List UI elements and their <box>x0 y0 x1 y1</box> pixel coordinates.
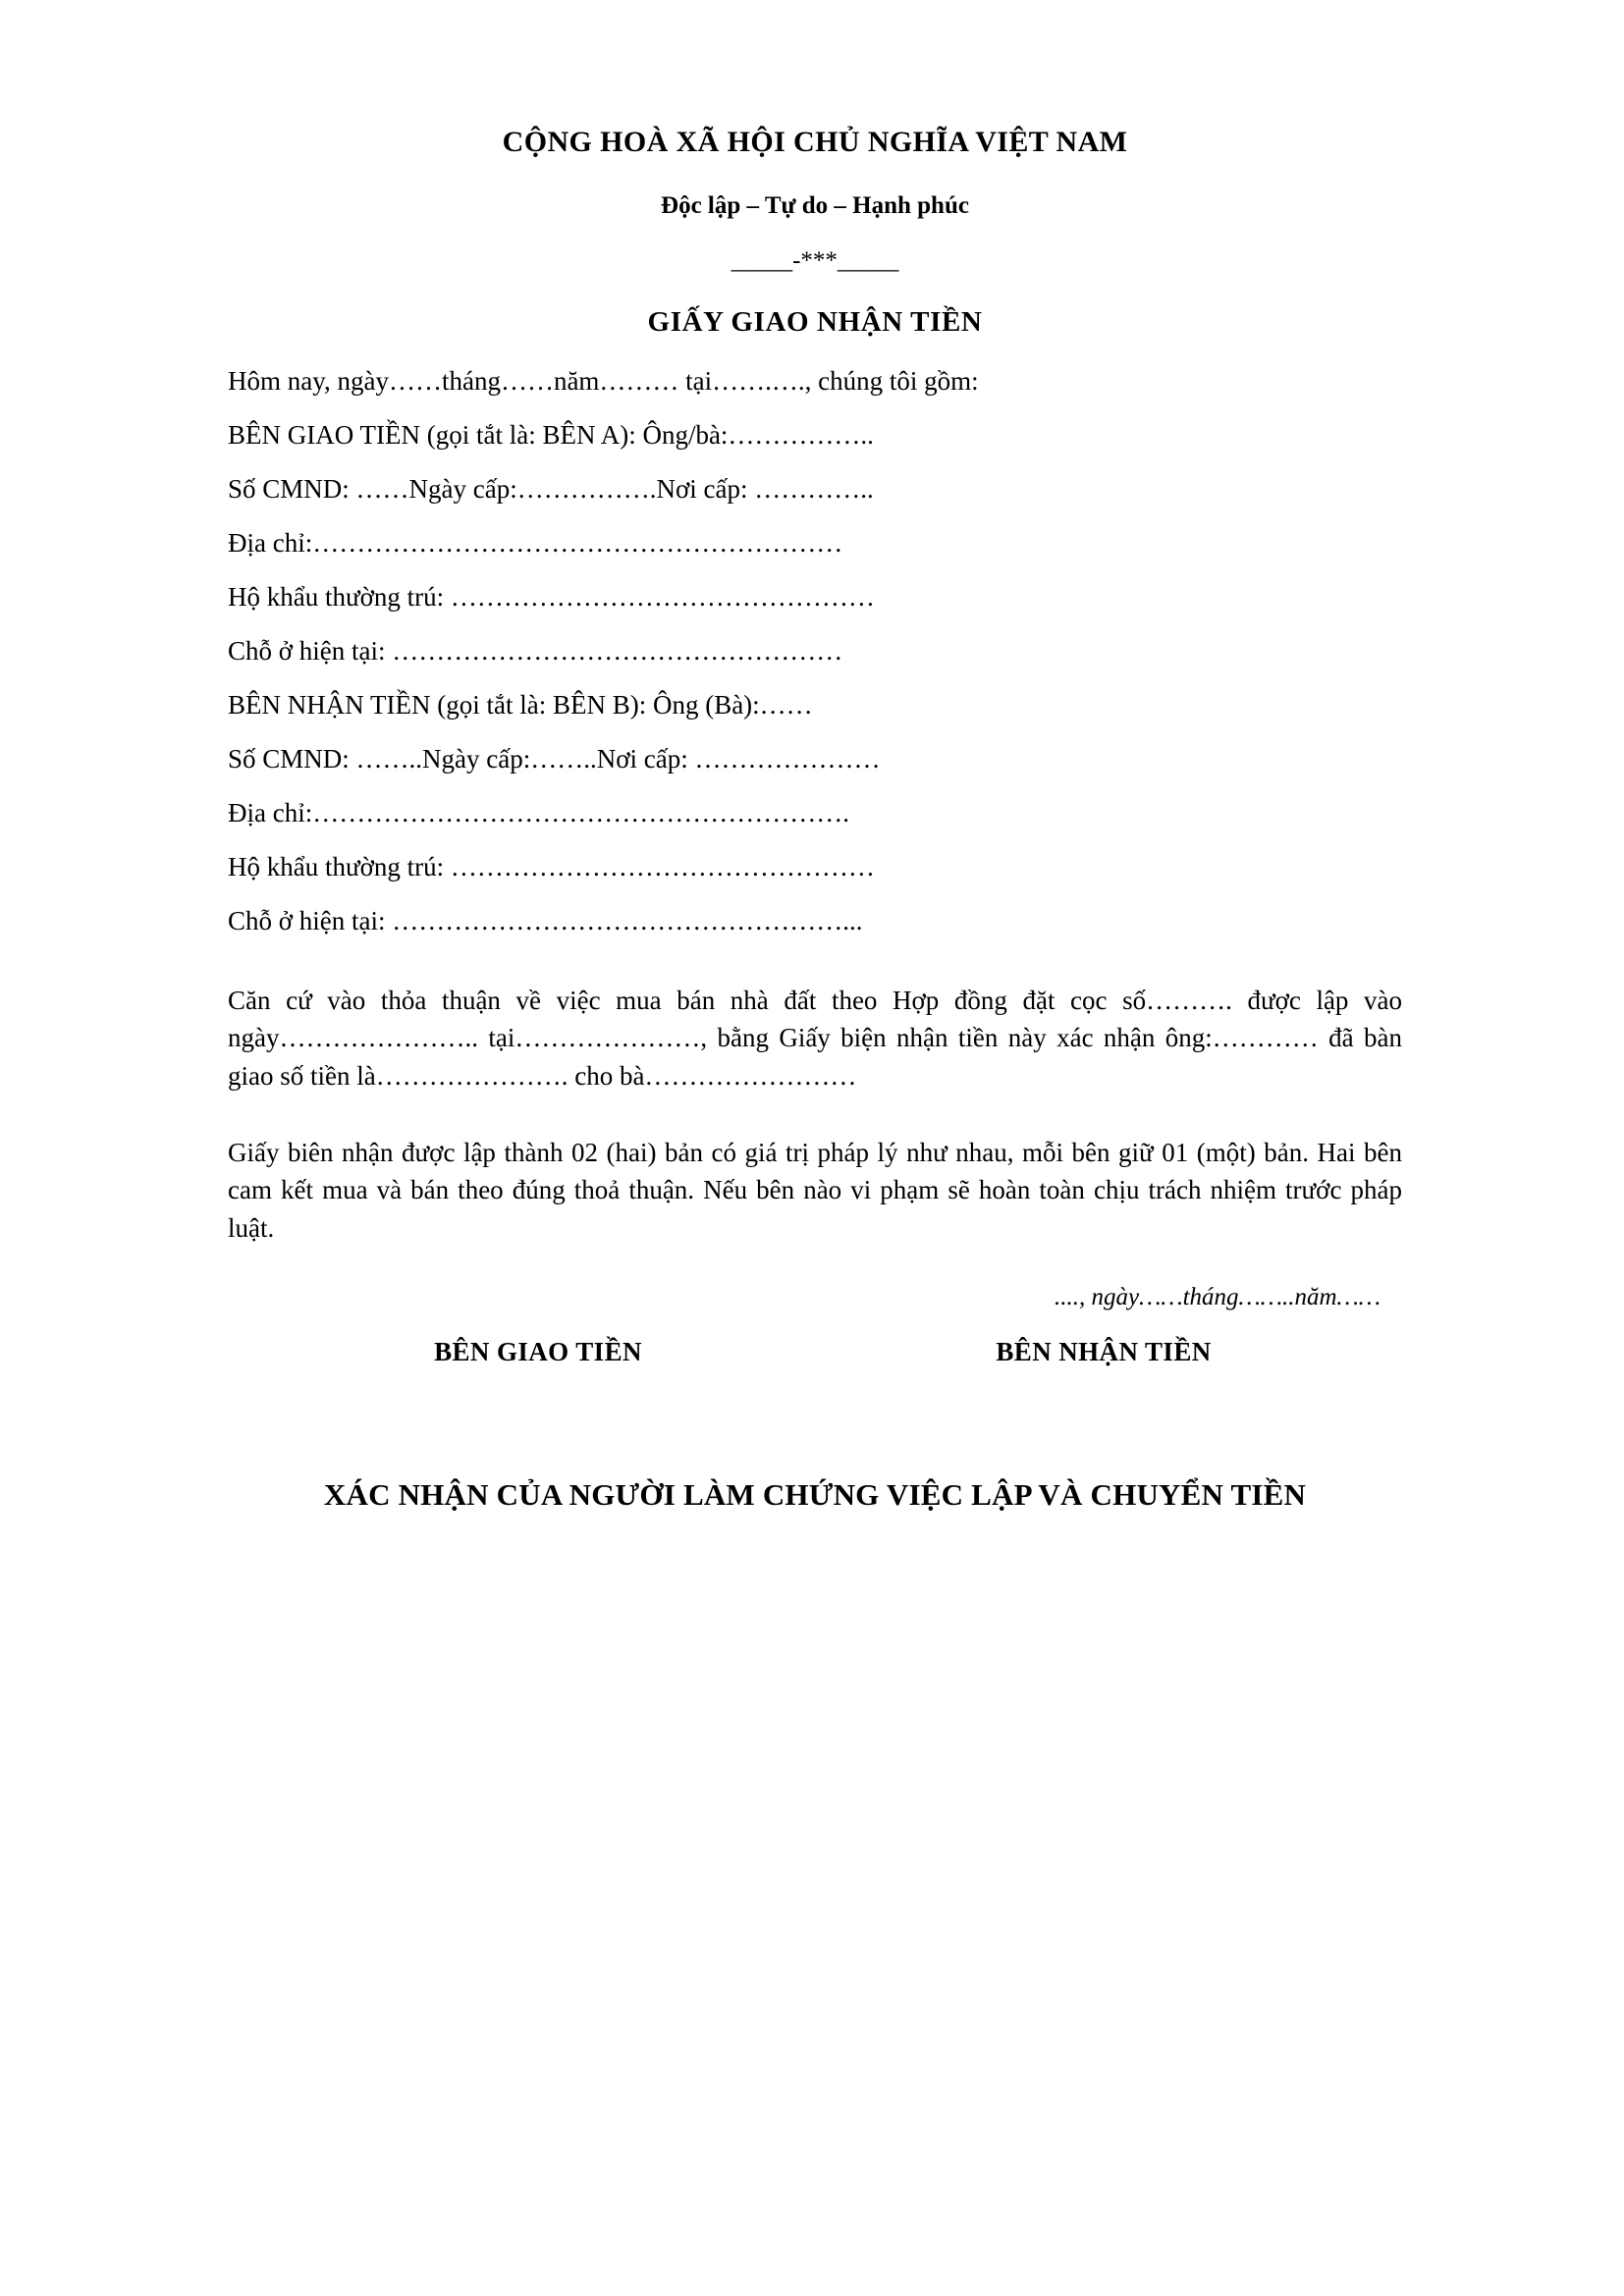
party-a-address-line: Địa chỉ:…………………………………………………… <box>228 528 843 558</box>
opening-line: Hôm nay, ngày……tháng……năm……… tại…….…., chúng tôi gồm: <box>228 366 979 396</box>
document-content <box>228 0 1402 1513</box>
signature-label-giver: BÊN GIAO TIỀN <box>434 1336 642 1366</box>
party-a-id-line: Số CMND: ……Ngày cấp:…………….Nơi cấp: ………….. <box>228 474 874 504</box>
party-a-permanent-residence-line: Hộ khẩu thường trú: ………………………………………… <box>228 582 875 612</box>
party-b-address-line: Địa chỉ:……………………………………………………. <box>228 798 849 828</box>
signature-row <box>228 1311 1402 1367</box>
main-paragraph: Căn cứ vào thỏa thuận về việc mua bán nhà đất theo Hợp đồng đặt cọc số………. được lập vào ngày………………….. tại…………………, bằng Giấy biện nhận tiền này xác nhận ông:………… đã bàn giao số tiền là…………………. cho bà…………………… <box>228 986 1402 1091</box>
party-a-current-residence-line: Chỗ ở hiện tại: …………………………………………… <box>228 636 843 666</box>
party-a-heading-line: BÊN GIAO TIỀN (gọi tắt là: BÊN A): Ông/bà:…………….. <box>228 420 874 450</box>
party-b-current-residence-line: Chỗ ở hiện tại: ……………………………………………... <box>228 906 863 935</box>
party-b-permanent-residence-line: Hộ khẩu thường trú: ………………………………………… <box>228 852 875 881</box>
separator-rule: _____-***_____ <box>731 247 899 274</box>
national-title: CỘNG HOÀ XÃ HỘI CHỦ NGHĨA VIỆT NAM <box>502 126 1128 158</box>
witness-heading: XÁC NHẬN CỦA NGƯỜI LÀM CHỨNG VIỆC LẬP VÀ CHUYỂN TIỀN <box>323 1476 1307 1512</box>
signature-label-receiver: BÊN NHẬN TIỀN <box>996 1336 1212 1366</box>
party-b-id-line: Số CMND: ……..Ngày cấp:……..Nơi cấp: ………………… <box>228 744 881 774</box>
date-line: ...., ngày……tháng……..năm…… <box>1055 1283 1380 1310</box>
party-b-heading-line: BÊN NHẬN TIỀN (gọi tắt là: BÊN B): Ông (Bà):…… <box>228 690 813 720</box>
national-motto: Độc lập – Tự do – Hạnh phúc <box>661 192 969 219</box>
party-fields <box>228 339 1402 934</box>
document-title: GIẤY GIAO NHẬN TIỀN <box>647 306 983 338</box>
confirmation-paragraph: Giấy biên nhận được lập thành 02 (hai) bản có giá trị pháp lý như nhau, mỗi bên giữ 01 (một) bản. Hai bên cam kết mua và bán theo đúng thoả thuận. Nếu bên nào vi phạm sẽ hoàn toàn chịu trách nhiệm trước pháp luật. <box>228 1137 1402 1243</box>
